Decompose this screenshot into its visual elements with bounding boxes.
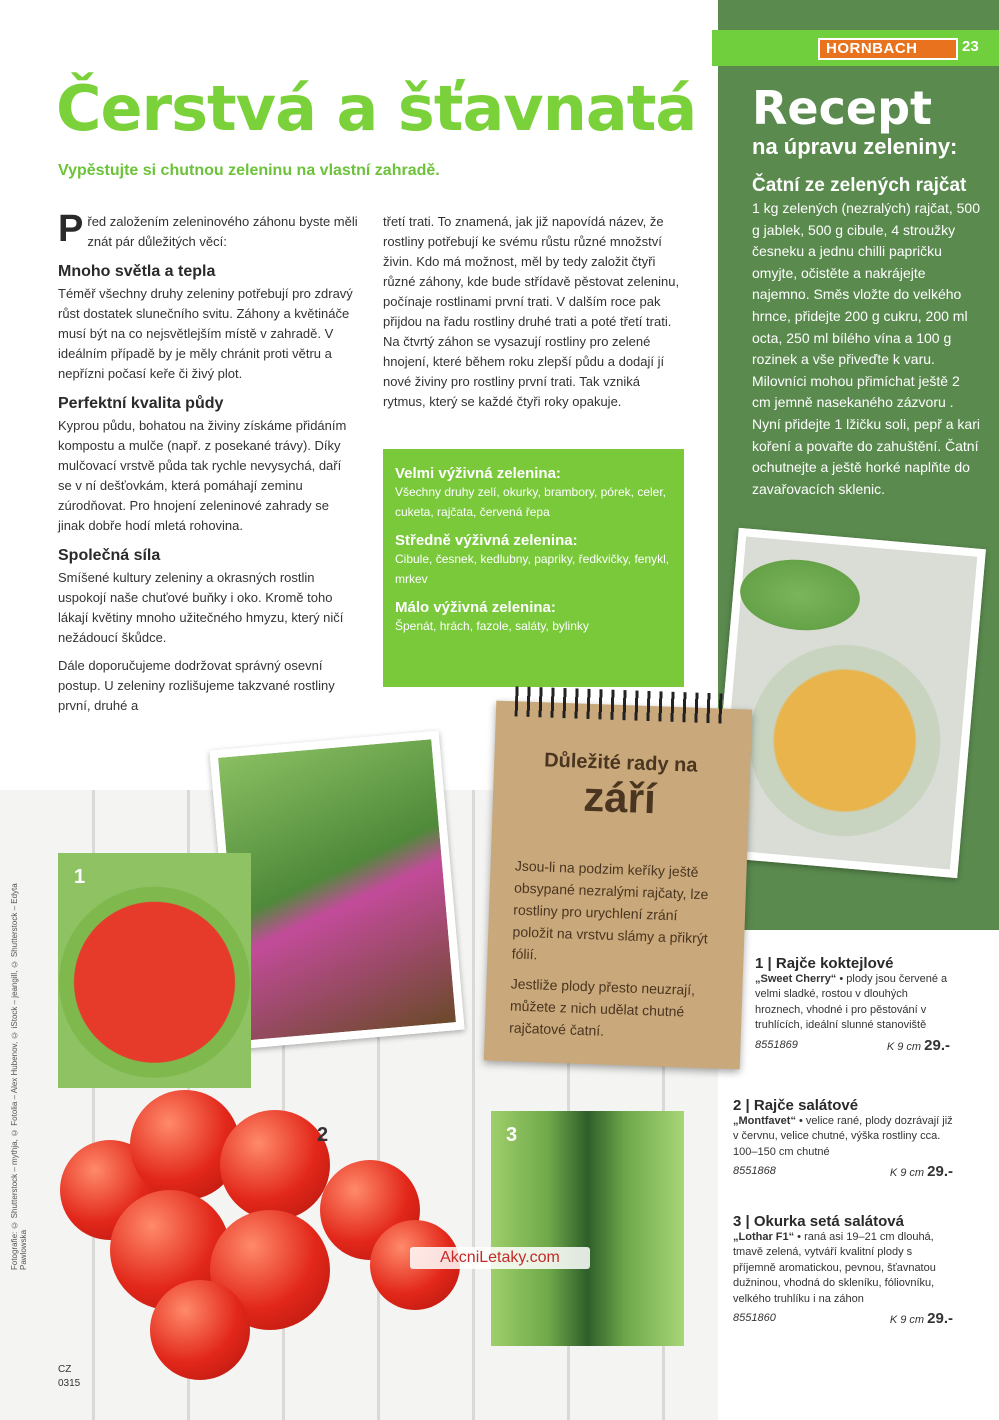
- page-subtitle: Vypěstujte si chutnou zeleninu na vlastní zahradě.: [58, 162, 440, 179]
- veg-text: Špenát, hrách, fazole, saláty, bylinky: [395, 619, 589, 633]
- footer-issue: 0315: [58, 1378, 81, 1389]
- notebook-title-line1: Důležité rady na: [543, 749, 698, 777]
- watermark: AkcniLetaky.com: [410, 1247, 590, 1269]
- product-size: K 9 cm: [889, 1167, 925, 1179]
- notebook-text: [509, 855, 715, 1046]
- product-variety: „Lothar F1“: [733, 1230, 795, 1243]
- product-code: 8551860: [733, 1312, 776, 1324]
- photo-label-1: 1: [74, 866, 86, 888]
- hornbach-logo: HORNBACH: [818, 38, 958, 60]
- product-variety: „Montfavet“: [733, 1114, 796, 1127]
- notebook-title-line2: září: [582, 772, 657, 823]
- recipe-body: 1 kg zelených (nezralých) rajčat, 500 g jablek, 500 g cibule, 4 stroužky česneku a jednu chilli papričku omyjte, očistěte a nakrájejte najemno. Směs vložte do velkého hrnce, přidejte 200 g cukru, 200 ml octa, 250 ml bílého vína a 100 g rozinek a vše přiveďte k varu. Milovníci mohou přimíchat ještě 2 cm jemně nasekaného zázvoru . Nyní přidejte 1 lžičku soli, pepř a kari koření a povařte do zahuštění. Čatní ochutnejte a ještě horké naplňte do zavařovacích sklenic.: [752, 200, 980, 497]
- product-price: 29.-: [927, 1163, 953, 1180]
- product-variety: „Sweet Cherry“: [755, 972, 837, 985]
- veg-text: Cibule, česnek, kedlubny, papriky, ředkvičky, fenykl, mrkev: [395, 552, 670, 586]
- notebook-para: Jestliže plody přesto neuzrají, můžete z nich udělat chutné rajčatové čatní.: [508, 975, 696, 1039]
- notebook-para: Jsou-li na podzim keříky ještě obsypané nezralými rajčaty, lze rostliny pro urychlení zrání položit na vrstvu slámy a přikrýt fólií.: [511, 857, 709, 963]
- recipe-subtitle: na úpravu zeleniny:: [752, 134, 958, 159]
- tomato-shape: [150, 1280, 250, 1380]
- product-item: [733, 1098, 953, 1182]
- tomato-cluster-photo: [40, 1050, 480, 1390]
- product-desc: • plody jsou červené a velmi sladké, rostou v dlouhých hroznech, vhodné i pro pěstování v truhlících, ideální slunné stanoviště: [755, 972, 948, 1031]
- section-text: Smíšené kultury zeleniny a okrasných rostlin uspokojí naše chuťové buňky i oko. Kromě toho lákají květiny mnoho užitečného hmyzu, který ničí nežádoucí škůdce.: [58, 570, 344, 645]
- section-heading: Mnoho světla a tepla: [58, 263, 216, 280]
- page-number: 23: [962, 38, 979, 55]
- product-desc: • raná asi 19–21 cm dlouhá, tmavě zelená, vytváří kvalitní plody s příjemně aromatickou, pevnou, šťavnatou dužninou, vhodná do skleníku, fóliovníku, velkého truhlíku i na záhon: [733, 1230, 936, 1305]
- notebook-title: [519, 749, 721, 825]
- product-size: K 9 cm: [889, 1314, 925, 1326]
- product-item: [755, 956, 950, 1055]
- footer-country: CZ: [58, 1364, 72, 1375]
- product-title: 2 | Rajče salátové: [733, 1097, 859, 1114]
- section-heading: Společná síla: [58, 547, 161, 564]
- section-text: Kyprou půdu, bohatou na živiny získáme přidáním kompostu a mulče (např. z posekané trávy). Díky mulčovací vrstvě půda tak rychle nevysychá, daří se v ní dešťovkám, která pomáhají zeminu zúrodňovat. Pro hnojení zeleninové zahrady se jinak dobře hodí mletá rohovina.: [58, 418, 347, 533]
- veg-heading: Středně výživná zelenina:: [395, 532, 578, 549]
- tomato-shape: [220, 1110, 330, 1220]
- intro-text: řed založením zeleninového záhonu byste měli znát pár důležitých věcí:: [87, 214, 358, 249]
- product-item: [733, 1214, 953, 1329]
- dropcap: P: [58, 208, 84, 250]
- veg-heading: Málo výživná zelenina:: [395, 599, 556, 616]
- product-code: 8551869: [755, 1038, 798, 1051]
- section-heading: Perfektní kvalita půdy: [58, 395, 224, 412]
- footer-code: [58, 1363, 80, 1391]
- intro-paragraph: [58, 208, 358, 252]
- product-title: 3 | Okurka setá salátová: [733, 1213, 904, 1230]
- text-column-2: třetí trati. To znamená, jak již napovídá název, že rostliny potřebují ke svému růstu různé množství živin. Kdo má možnost, měl by tedy založit čtyři různé záhony, kde bude střídavě pěstovat zeleninu, počínaje rostlinami první trati. V dalším roce pak přijdou na řadu rostliny druhé trati a poté třetí trati. Na čtvrtý záhon se vysazují rostliny pro zelené hnojení, které během roku zlepší půdu a dodají jí nové živiny pro rostliny první trati. Tak vzniká rytmus, který se každé čtyři roky opakuje.: [383, 214, 680, 409]
- product-desc: • velice rané, plody dozrávají již v červnu, velice chutné, výška rostliny cca. 100–150 cm chutné: [733, 1114, 953, 1158]
- product-price: 29.-: [924, 1036, 950, 1054]
- section-text: Téměř všechny druhy zeleniny potřebují pro zdravý růst dostatek slunečního svitu. Záhony a květináče musí být na co nejsvětlejším místě v zahradě. V ideálním případě by je měly chránit proti větru a nepřízni počasí keře či živý plot.: [58, 286, 353, 381]
- cucumber-photo: [491, 1111, 684, 1346]
- closing-paragraph: Dále doporučujeme dodržovat správný osevní postup. U zeleniny rozlišujeme takzvané rostliny první, druhé a: [58, 658, 335, 713]
- photo-label-3: 3: [506, 1124, 518, 1146]
- page-title: Čerstvá a šťavnatá: [56, 72, 697, 145]
- product-size: K 9 cm: [886, 1040, 922, 1053]
- product-price: 29.-: [927, 1310, 953, 1327]
- nutrition-box: [383, 449, 684, 687]
- product-title: 1 | Rajče koktejlové: [755, 955, 894, 972]
- photo-credit: Fotografie: © Shutterstock – mythja, © Fotolia – Alex Hubenov, © iStock – jeangill, © Shutterstock – Edyta Pawlowska: [10, 883, 28, 1270]
- veg-heading: Velmi výživná zelenina:: [395, 465, 561, 482]
- recipe-dish: Čatní ze zelených rajčat: [752, 175, 967, 196]
- recipe-block: [752, 82, 982, 500]
- recipe-title: Recept: [752, 81, 933, 135]
- text-column-1: [58, 208, 358, 716]
- product-code: 8551868: [733, 1165, 776, 1177]
- veg-text: Všechny druhy zelí, okurky, brambory, pórek, celer, cuketa, rajčata, červená řepa: [395, 485, 667, 519]
- photo-label-2: 2: [317, 1124, 329, 1146]
